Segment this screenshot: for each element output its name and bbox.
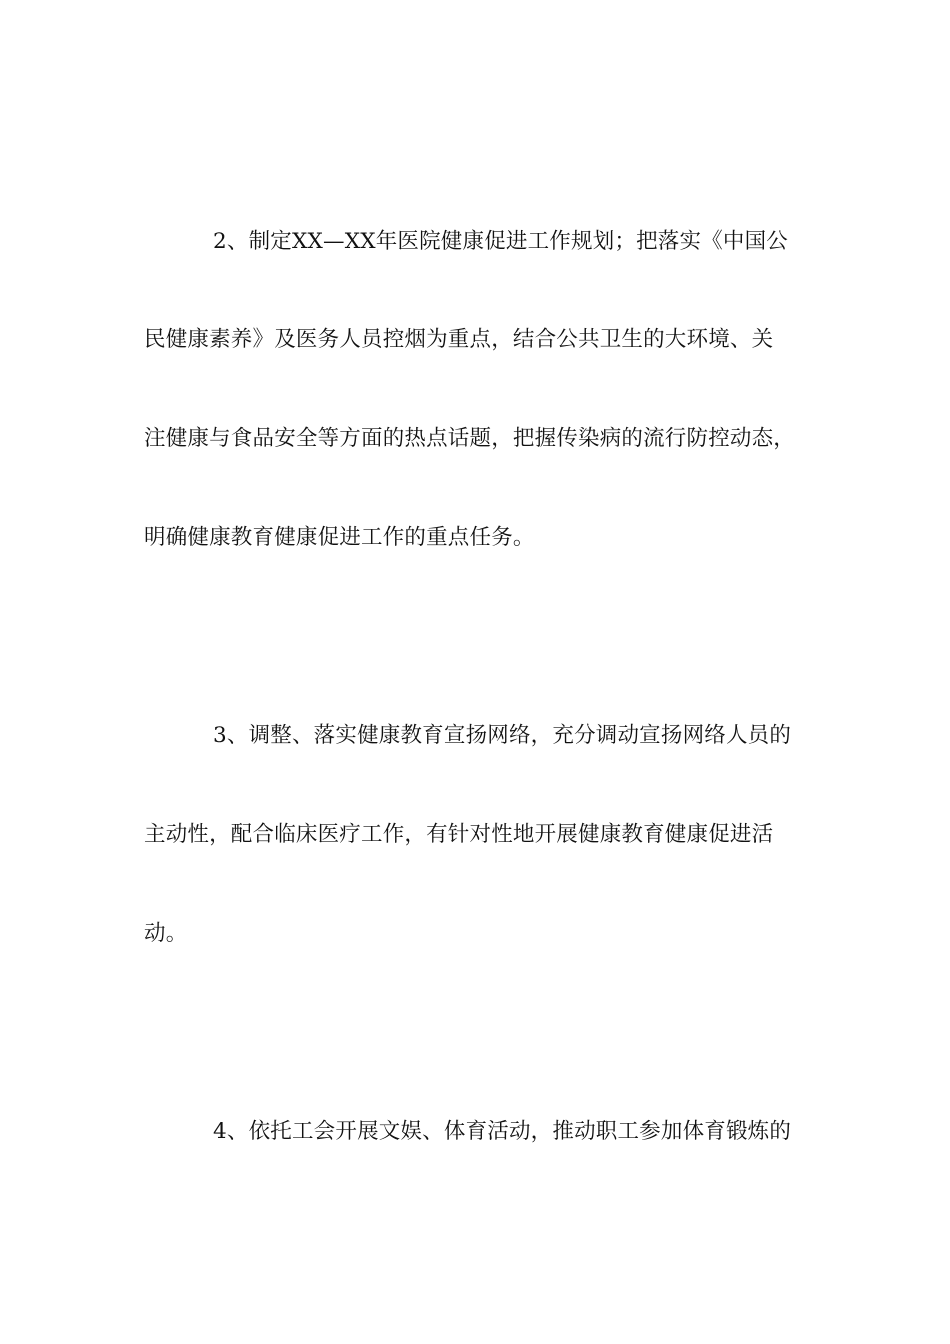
paragraph-line: 主动性，配合临床医疗工作，有针对性地开展健康教育健康促进活 (144, 822, 774, 847)
paragraph-line: 明确健康教育健康促进工作的重点任务。 (144, 525, 535, 550)
paragraph-line: 动。 (144, 921, 188, 946)
paragraph-line: 注健康与食品安全等方面的热点话题，把握传染病的流行防控动态， (144, 426, 796, 451)
paragraph-line: 2、制定XX—XX年医院健康促进工作规划；把落实《中国公 (213, 229, 789, 254)
paragraph-line: 4、依托工会开展文娱、体育活动，推动职工参加体育锻炼的 (213, 1119, 792, 1144)
paragraph-line: 3、调整、落实健康教育宣扬网络，充分调动宣扬网络人员的 (213, 723, 792, 748)
paragraph-line: 民健康素养》及医务人员控烟为重点，结合公共卫生的大环境、关 (144, 327, 774, 352)
